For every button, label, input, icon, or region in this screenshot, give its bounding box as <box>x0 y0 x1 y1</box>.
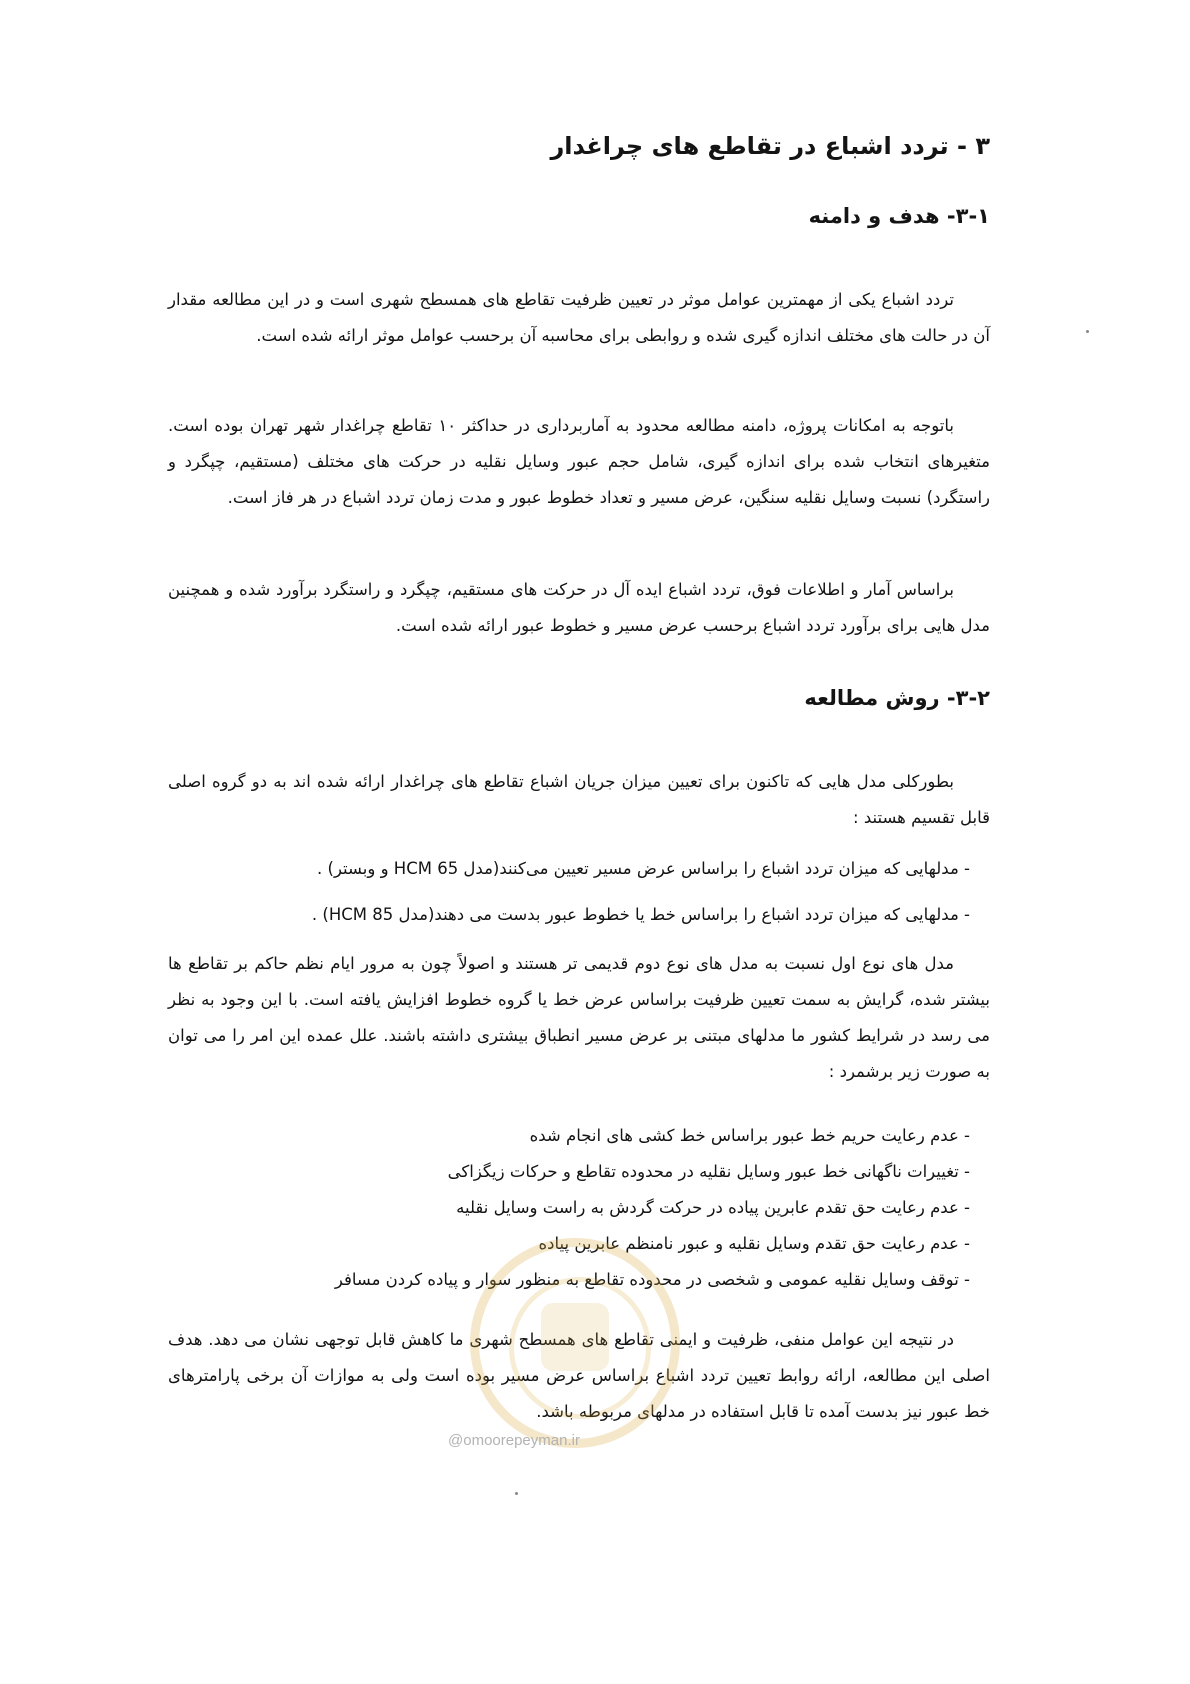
watermark-site: @omoorepeyman.ir <box>448 1432 580 1449</box>
list-item: - توقف وسایل نقلیه عمومی و شخصی در محدوده تقاطع به منظور سوار و پیاده کردن مسافر <box>334 1270 970 1289</box>
list-item: - مدلهایی که میزان تردد اشباع را براساس عرض مسیر تعیین می‌کنند(مدل HCM 65 و وبستر) . <box>317 859 970 878</box>
paragraph-model-comparison <box>168 946 990 1090</box>
paragraph-project-scope <box>168 408 990 516</box>
list-item: - مدلهایی که میزان تردد اشباع را براساس خط یا خطوط عبور بدست می دهند(مدل HCM 85) . <box>311 905 970 924</box>
list-item: - عدم رعایت حق تقدم وسایل نقلیه و عبور نامنظم عابرین پیاده <box>538 1234 970 1253</box>
reasons-list <box>168 1118 990 1298</box>
subsection-title-method: ۳-۲- روش مطالعه <box>804 686 990 710</box>
subsection-title-goal-scope: ۳-۱- هدف و دامنه <box>808 204 990 228</box>
margin-mark <box>1086 330 1089 333</box>
list-item: - تغییرات ناگهانی خط عبور وسایل نقلیه در محدوده تقاطع و حرکات زیگزاکی <box>447 1162 970 1181</box>
paragraph-model-groups-intro <box>168 764 990 836</box>
section-title: ۳ - تردد اشباع در تقاطع های چراغدار <box>550 132 990 160</box>
model-groups-list <box>168 846 990 938</box>
paragraph-text: مدل های نوع اول نسبت به مدل های نوع دوم قدیمی تر هستند و اصولاً چون به مرور ایام نظم حاکم بر تقاطع ها بیشتر شده، گرایش به سمت تعیین ظرفیت براساس عرض خط یا گروه خطوط افزایش یافته است. با این وجود به نظر می رسد در شرایط کشور ما مدلهای مبتنی بر عرض مسیر انطباق بیشتری داشته باشند. علل عمده این امر را می توان به صورت زیر برشمرد : <box>168 954 990 1081</box>
paragraph-text: باتوجه به امکانات پروژه، دامنه مطالعه محدود به آماربرداری در حداکثر ۱۰ تقاطع چراغدار شهر تهران بوده است. متغیرهای انتخاب شده برای اندازه گیری، شامل حجم عبور وسایل نقلیه در حرکت های مختلف (مستقیم، چپگرد و راستگرد) نسبت وسایل نقلیه سنگین، عرض مسیر و تعداد خطوط عبور و مدت زمان تردد اشباع در هر فاز است. <box>168 416 990 507</box>
paragraph-conclusion <box>168 1322 990 1430</box>
list-item: - عدم رعایت حق تقدم عابرین پیاده در حرکت گردش به راست وسایل نقلیه <box>456 1198 970 1217</box>
margin-mark <box>515 1492 518 1495</box>
paragraph-text: تردد اشباع یکی از مهمترین عوامل موثر در تعیین ظرفیت تقاطع های همسطح شهری است و در این مطالعه مقدار آن در حالت های مختلف اندازه گیری شده و روابطی برای محاسبه آن برحسب عوامل موثر ارائه شده است. <box>168 290 990 345</box>
paragraph-estimation-models <box>168 572 990 644</box>
paragraph-text: براساس آمار و اطلاعات فوق، تردد اشباع ایده آل در حرکت های مستقیم، چپگرد و راستگرد برآورد شده و همچنین مدل هایی برای برآورد تردد اشباع برحسب عرض مسیر و خطوط عبور ارائه شده است. <box>168 580 990 635</box>
paragraph-text: بطورکلی مدل هایی که تاکنون برای تعیین میزان جریان اشباع تقاطع های چراغدار ارائه شده اند به دو گروه اصلی قابل تقسیم هستند : <box>168 772 990 827</box>
paragraph-saturation-importance <box>168 282 990 354</box>
list-item: - عدم رعایت حریم خط عبور براساس خط کشی های انجام شده <box>529 1126 970 1145</box>
paragraph-text: در نتیجه این عوامل منفی، ظرفیت و ایمنی تقاطع های همسطح شهری ما کاهش قابل توجهی نشان می دهد. هدف اصلی این مطالعه، ارائه روابط تعیین تردد اشباع براساس عرض مسیر بوده است ولی به موازات آن برخی پارامترهای خط عبور نیز بدست آمده تا قابل استفاده در مدلهای مربوطه باشد. <box>168 1330 990 1421</box>
